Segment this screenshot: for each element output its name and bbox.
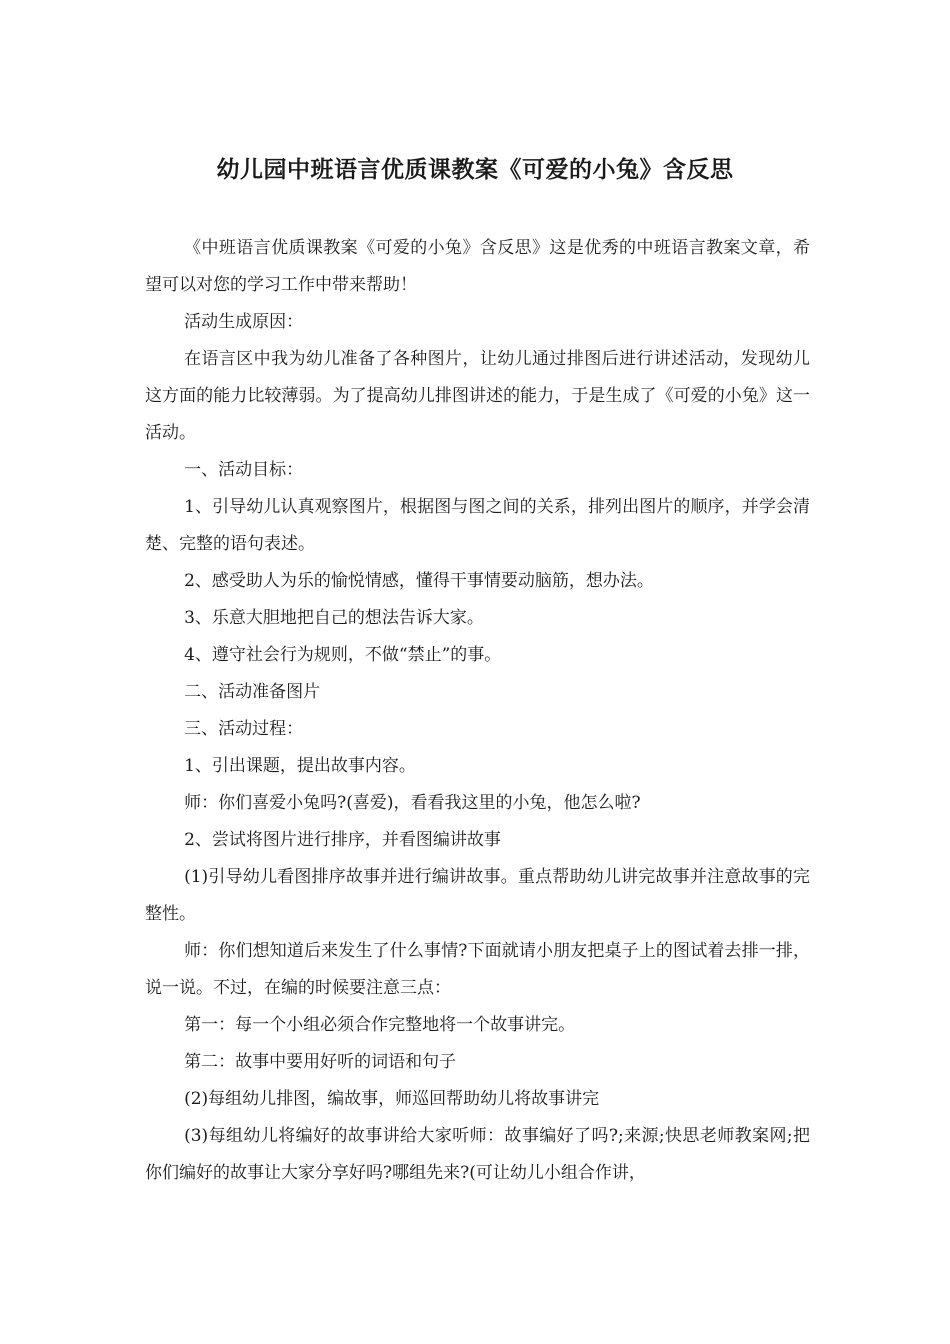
section-heading: 一、活动目标： [184,460,304,480]
list-item: 2、感受助人为乐的愉悦情感，懂得干事情要动脑筋，想办法。 [184,571,654,591]
paragraph: 在语言区中我为幼儿准备了各种图片，让幼儿通过排图后进行讲述活动，发现幼儿这方面的能力比较薄弱。为了提高幼儿排图讲述的能力，于是生成了《可爱的小兔》这一活动。 [145,349,810,443]
list-item: 3、乐意大胆地把自己的想法告诉大家。 [184,608,484,628]
paragraph: 第一：每一个小组必须合作完整地将一个故事讲完。 [184,1015,576,1035]
list-item: 4、遵守社会行为规则，不做“禁止”的事。 [184,645,502,665]
list-item: 1、引出课题，提出故事内容。 [184,756,416,776]
document-body [145,230,810,1192]
section-heading: 三、活动过程： [184,719,304,739]
document-title: 幼儿园中班语言优质课教案《可爱的小兔》含反思 [216,157,734,183]
paragraph: 《中班语言优质课教案《可爱的小兔》含反思》这是优秀的中班语言教案文章，希望可以对您的学习工作中带来帮助！ [145,238,810,295]
paragraph: 活动生成原因： [184,312,304,332]
section-heading: 二、活动准备图片 [184,682,321,702]
paragraph: 第二：故事中要用好听的词语和句子 [184,1052,457,1072]
list-item: (1)引导幼儿看图排序故事并进行编讲故事。重点帮助幼儿讲完故事并注意故事的完整性。 [145,867,810,924]
list-item: (2)每组幼儿排图，编故事，师巡回帮助幼儿将故事讲完 [184,1089,600,1109]
list-item: 2、尝试将图片进行排序，并看图编讲故事 [184,830,501,850]
paragraph: 师：你们想知道后来发生了什么事情?下面就请小朋友把桌子上的图试着去排一排，说一说。不过，在编的时候要注意三点： [145,941,810,998]
paragraph: 师：你们喜爱小兔吗?(喜爱)，看看我这里的小兔，他怎么啦? [184,793,641,813]
list-item: (3)每组幼儿将编好的故事讲给大家听师：故事编好了吗?;来源;快思老师教案网;把你们编好的故事让大家分享好吗?哪组先来?(可让幼儿小组合作讲， [145,1126,810,1183]
list-item: 1、引导幼儿认真观察图片，根据图与图之间的关系，排列出图片的顺序，并学会清楚、完整的语句表述。 [145,497,810,554]
